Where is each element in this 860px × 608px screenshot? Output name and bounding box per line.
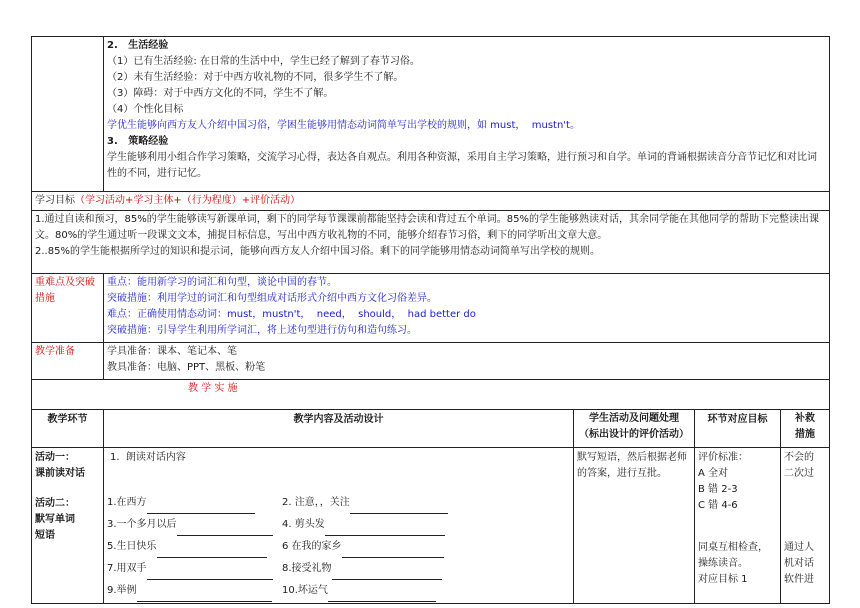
phrase-item: [107, 492, 282, 514]
blank-line: [177, 523, 273, 536]
phrase-text: 2. 注意，，关注: [282, 497, 350, 508]
phrase-item: [107, 536, 282, 558]
keypoint-line-1: 重点：能用新学习的词汇和句型，谈论中国的春节。: [107, 277, 337, 288]
objectives-cell: [32, 211, 830, 274]
implementation-title: 教 学 实 施: [32, 380, 830, 410]
keypoint-line-2: 突破措施：利用学过的词汇和句型组成对话形式介绍中西方文化习俗差异。: [107, 293, 437, 304]
prep-cell: [104, 343, 830, 380]
experience-row: [32, 37, 830, 192]
phrase-text: 5.生日快乐: [107, 541, 157, 552]
phrase-text: 3.一个多月以后: [107, 519, 177, 530]
lesson-plan-sheet: [31, 36, 829, 604]
phrase-item: [107, 580, 282, 602]
personal-goal-text: 学优生能够向西方友人介绍中国习俗，学困生能够用情态动词简单写出学校的规则，如 must， mustn't。: [107, 120, 580, 131]
phrase-text: 8.接受礼物: [282, 563, 332, 574]
activity-1-name: 课前读对话: [35, 468, 85, 479]
remedy-line-3: 通过人: [784, 542, 814, 553]
phrase-item: [282, 519, 445, 530]
phrase-item: [107, 558, 282, 580]
blank-line: [137, 589, 272, 602]
target-cell: [695, 448, 781, 604]
activity-step-cell: [32, 448, 104, 604]
target-line-2: A 全对: [698, 468, 729, 479]
activity-2-label: 活动二：: [35, 498, 75, 509]
phrase-text: 1.在西方: [107, 497, 147, 508]
phrase-row: [107, 492, 570, 514]
lesson-plan-table: [31, 36, 830, 604]
experience-line-2: （2）未有生活经验：对于中西方收礼物的不同，很多学生不了解。: [107, 72, 404, 83]
objectives-label: 学习目标: [35, 195, 75, 206]
implementation-row: [32, 380, 830, 410]
experience-cell: [104, 37, 830, 192]
blank-line: [325, 523, 445, 536]
header-remedy-line-2: 措施: [795, 429, 815, 440]
strategy-text: 学生能够利用小组合作学习策略，交流学习心得，表达各自观点。利用各种资源，采用自主学习策略，进行预习和自学。单词的背诵根据读音分音节记忆和对比词性的不同，进行记忆。: [107, 152, 817, 179]
phrase-item: [282, 541, 444, 552]
keypoint-line-3: 难点：正确使用情态动词：must，mustn't， need， should， had better do: [107, 309, 476, 320]
phrase-item: [282, 497, 448, 508]
objective-1: 1.通过自读和预习，85%的学生能够读写新课单词，剩下的同学每节课课前都能坚持会读和背过五个单词。85%的学生能够熟读对话，其余同学能在其他同学的帮助下完整读出课文。80%的学生通过听一段课文文本，捕捉目标信息，写出中西方收礼物的不同，能够介绍春节习俗，剩下的同学听出文章大意。: [35, 214, 819, 241]
objectives-label-cell: [32, 192, 830, 211]
phrase-item: [282, 585, 436, 596]
blank-line: [157, 545, 267, 558]
activity-2-name: 默写单词: [35, 514, 75, 525]
activity-2-name-b: 短语: [35, 530, 55, 541]
header-target: 环节对应目标: [695, 410, 781, 448]
life-experience-heading: 2. 生活经验: [107, 40, 169, 51]
prep-label: 教学准备: [32, 343, 104, 380]
spacer: [107, 466, 570, 492]
phrase-text: 7.用双手: [107, 563, 147, 574]
phrase-item: [107, 514, 282, 536]
spacer: [698, 514, 777, 540]
experience-line-3: （3）障碍：对于中西方文化的不同，学生不了解。: [107, 88, 334, 99]
experience-line-1: （1）已有生活经验: 在日常的生活中中，学生已经了解到了春节习俗。: [107, 56, 420, 67]
strategy-heading: 3. 策略经验: [107, 136, 169, 147]
remedy-cell: [781, 448, 830, 604]
activity-row: [32, 448, 830, 604]
header-content: 教学内容及活动设计: [104, 410, 574, 448]
target-line-1: 评价标准：: [698, 452, 748, 463]
phrase-row: [107, 580, 570, 602]
keypoint-line-4: 突破措施：引导学生利用所学词汇，将上述句型进行仿句和造句练习。: [107, 325, 417, 336]
remedy-line-4: 机对话: [784, 558, 814, 569]
phrase-list: [107, 492, 570, 602]
remedy-line-5: 软件进: [784, 574, 814, 585]
blank-line: [147, 501, 255, 514]
keypoints-cell: [104, 274, 830, 343]
phrase-row: [107, 536, 570, 558]
blank-line: [350, 501, 448, 514]
header-student-line-1: 学生活动及问题处理: [589, 413, 679, 424]
target-line-6: 操练读音。: [698, 558, 748, 569]
experience-line-4: （4）个性化目标: [107, 104, 184, 115]
blank-line: [342, 545, 444, 558]
activity-1-label: 活动一：: [35, 452, 75, 463]
phrase-item: [282, 563, 442, 574]
keypoints-label: 重难点及突破措施: [32, 274, 104, 343]
empty-cell: [32, 37, 104, 192]
phrase-text: 4. 剪头发: [282, 519, 325, 530]
spacer: [784, 482, 826, 540]
header-remedy: [781, 410, 830, 448]
prep-row: [32, 343, 830, 380]
header-student: [574, 410, 695, 448]
remedy-line-2: 二次过: [784, 468, 814, 479]
blank-line: [332, 567, 442, 580]
activity-content-cell: [104, 448, 574, 604]
phrase-row: [107, 558, 570, 580]
remedy-line-1: 不会的: [784, 452, 814, 463]
target-line-4: C 错 4-6: [698, 500, 738, 511]
prep-line-1: 学具准备：课本、笔记本、笔: [107, 346, 237, 357]
spacer: [35, 482, 100, 496]
header-remedy-line-1: 补救: [795, 413, 815, 424]
keypoints-row: [32, 274, 830, 343]
phrase-text: 9.举例: [107, 585, 137, 596]
blank-line: [328, 589, 436, 602]
objectives-label-note: （学习活动+学习主体+（行为程度）+评价活动）: [75, 195, 301, 206]
objectives-row: [32, 211, 830, 274]
objective-2: 2..85%的学生能根据所学过的知识和提示词，能够向西方友人介绍中国习俗。剩下的同学能够用情态动词简单写出学校的规则。: [35, 246, 600, 257]
blank-line: [147, 567, 273, 580]
header-step: 教学环节: [32, 410, 104, 448]
content-title: 1. 朗读对话内容: [110, 452, 186, 463]
phrase-text: 6 在我的家乡: [282, 541, 342, 552]
phrase-text: 10.坏运气: [282, 585, 328, 596]
header-row: [32, 410, 830, 448]
student-activity-cell: 默写短语，然后根据老师的答案，进行互批。: [574, 448, 695, 604]
target-line-7: 对应目标 1: [698, 574, 748, 585]
target-line-5: 同桌互相检查，: [698, 542, 768, 553]
phrase-row: [107, 514, 570, 536]
target-line-3: B 错 2-3: [698, 484, 738, 495]
prep-line-2: 教具准备：电脑、PPT、黑板、粉笔: [107, 362, 266, 373]
objectives-label-row: [32, 192, 830, 211]
header-student-line-2: （标出设计的评价活动）: [579, 429, 689, 440]
